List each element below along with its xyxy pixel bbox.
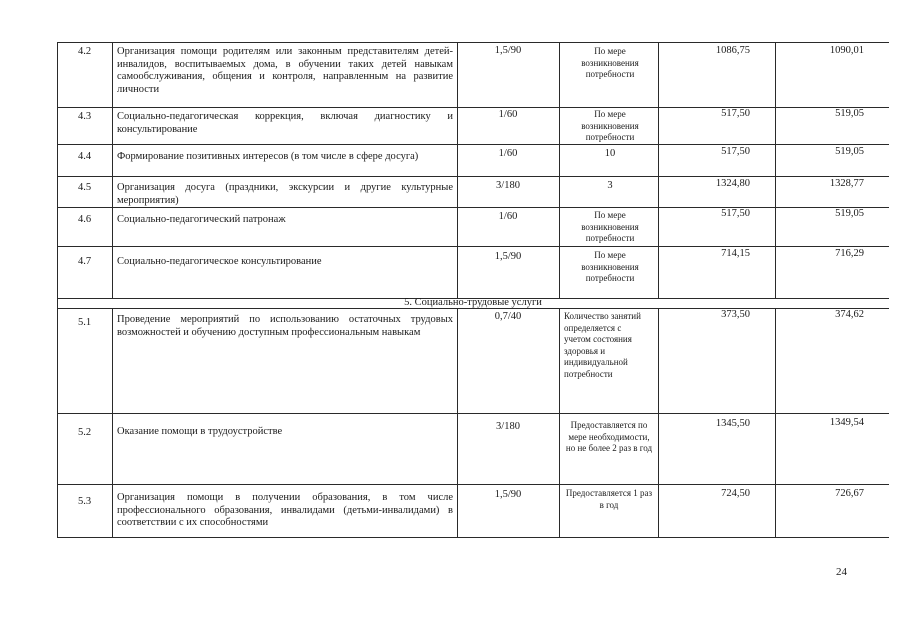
table-rule <box>57 246 889 247</box>
service-frequency: По мере возникновения потребности <box>581 210 639 243</box>
price-2: 726,67 <box>835 488 864 499</box>
table-rule <box>775 308 776 537</box>
service-name: Оказание помощи в трудоустройстве <box>117 426 283 437</box>
service-volume: 1,5/90 <box>494 45 522 56</box>
page-number: 24 <box>836 566 847 578</box>
table-rule <box>457 42 458 298</box>
table-rule <box>559 42 560 298</box>
price-2: 519,05 <box>835 108 864 119</box>
table-rule <box>57 207 889 208</box>
row-number: 4.2 <box>77 46 92 57</box>
service-volume: 3/180 <box>496 180 520 191</box>
price-1: 1086,75 <box>715 45 750 56</box>
service-name: Социально-педагогическая коррекция, включая диагностику и консультирование <box>117 111 453 135</box>
table-rule <box>57 308 889 309</box>
table-rule <box>57 413 889 414</box>
price-2: 519,05 <box>835 146 864 157</box>
service-volume: 3/180 <box>496 421 520 432</box>
table-rule <box>658 308 659 537</box>
price-2: 716,29 <box>835 248 864 259</box>
table-rule <box>57 484 889 485</box>
service-frequency: По мере возникновения потребности <box>581 250 639 283</box>
service-name: Организация досуга (праздники, экскурсии и другие культурные мероприятия) <box>117 182 453 206</box>
service-frequency: Предоставляется по мере необходимости, но не более 2 раз в год <box>565 420 653 453</box>
service-name: Организация помощи родителям или законным представителям детей-инвалидов, воспитываемых дома, в обучении таких детей навыкам самообслуживания, общения и контроля, направленным на развитие личности <box>117 46 453 95</box>
service-frequency: 10 <box>604 148 616 159</box>
service-volume: 1/60 <box>498 211 518 222</box>
table-rule <box>658 42 659 298</box>
service-name: Проведение мероприятий по использованию остаточных трудовых возможностей и обучению доступным профессиональным навыкам <box>117 314 453 338</box>
table-rule <box>57 144 889 145</box>
price-2: 519,05 <box>835 208 864 219</box>
row-number: 4.6 <box>77 214 92 225</box>
section-heading: 5. Социально-трудовые услуги <box>404 297 542 308</box>
service-frequency: По мере возникновения потребности <box>581 109 639 142</box>
service-volume: 1,5/90 <box>494 489 522 500</box>
service-frequency: Количество занятий определяется с учетом состояния здоровья и индивидуальной потребности <box>564 311 641 379</box>
service-volume: 1,5/90 <box>494 251 522 262</box>
row-number: 5.2 <box>77 427 92 438</box>
row-number: 4.5 <box>77 182 92 193</box>
table-rule <box>457 308 458 537</box>
price-1: 517,50 <box>721 146 750 157</box>
price-2: 1328,77 <box>829 178 864 189</box>
row-number: 4.3 <box>77 111 92 122</box>
row-number: 5.1 <box>77 317 92 328</box>
price-1: 1345,50 <box>715 418 750 429</box>
price-1: 724,50 <box>721 488 750 499</box>
table-rule <box>57 107 889 108</box>
table-rule <box>57 176 889 177</box>
table-rule <box>775 42 776 298</box>
row-number: 5.3 <box>77 496 92 507</box>
service-frequency: 3 <box>607 180 613 191</box>
service-name: Социально-педагогический патронаж <box>117 214 286 225</box>
table-rule <box>559 308 560 537</box>
table-rule <box>57 537 889 538</box>
table-rule <box>112 42 113 298</box>
row-number: 4.7 <box>77 256 92 267</box>
service-frequency: Предоставляется 1 раз в год <box>565 488 653 510</box>
price-1: 373,50 <box>721 309 750 320</box>
service-volume: 1/60 <box>498 109 518 120</box>
service-frequency: По мере возникновения потребности <box>581 46 639 79</box>
table-rule <box>57 42 889 43</box>
price-2: 1349,54 <box>829 417 864 428</box>
service-volume: 1/60 <box>498 148 518 159</box>
service-name: Формирование позитивных интересов (в том числе в сфере досуга) <box>117 151 419 162</box>
service-name: Социально-педагогическое консультирование <box>117 256 322 267</box>
service-volume: 0,7/40 <box>494 311 522 322</box>
row-number: 4.4 <box>77 151 92 162</box>
price-2: 374,62 <box>835 309 864 320</box>
table-rule <box>112 308 113 537</box>
price-1: 1324,80 <box>715 178 750 189</box>
price-1: 714,15 <box>721 248 750 259</box>
price-2: 1090,01 <box>829 45 864 56</box>
price-1: 517,50 <box>721 208 750 219</box>
price-1: 517,50 <box>721 108 750 119</box>
service-name: Организация помощи в получении образования, в том числе профессионального образования, инвалидами (детьми-инвалидами) в соответствии с их способностями <box>117 492 453 528</box>
